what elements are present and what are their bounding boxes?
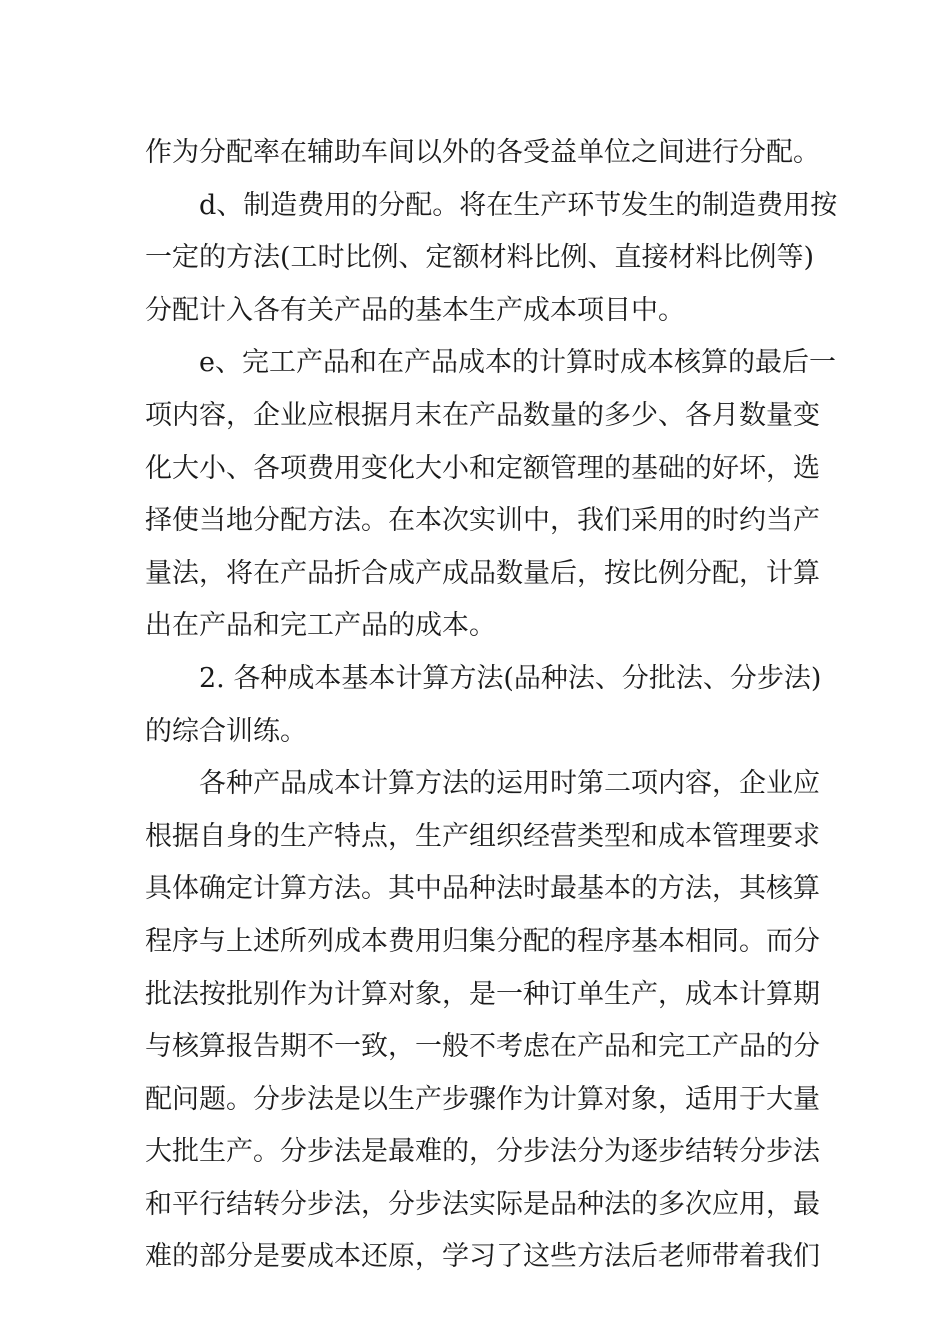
document-body [145, 127, 838, 1284]
text-line: 项内容，企业应根据月末在产品数量的多少、各月数量变 [145, 399, 820, 431]
text-line: 大批生产。分步法是最难的，分步法分为逐步结转分步法 [145, 1136, 820, 1168]
text-line: 2. 各种成本基本计算方法(品种法、分批法、分步法) [199, 662, 822, 694]
text-line: 根据自身的生产特点，生产组织经营类型和成本管理要求 [145, 820, 820, 852]
text-line: 出在产品和完工产品的成本。 [145, 610, 496, 642]
text-line: 作为分配率在辅助车间以外的各受益单位之间进行分配。 [145, 137, 820, 168]
text-line: 各种产品成本计算方法的运用时第二项内容，企业应 [199, 768, 820, 800]
text-line: 一定的方法(工时比例、定额材料比例、直接材料比例等) [145, 242, 815, 274]
text-line: 择使当地分配方法。在本次实训中，我们采用的时约当产 [145, 505, 820, 537]
text-line: 与核算报告期不一致，一般不考虑在产品和完工产品的分 [145, 1031, 820, 1063]
text-line: 具体确定计算方法。其中品种法时最基本的方法，其核算 [145, 873, 820, 905]
text-line: 的综合训练。 [145, 715, 307, 747]
text-line: 难的部分是要成本还原，学习了这些方法后老师带着我们 [145, 1241, 820, 1273]
text-line: 化大小、各项费用变化大小和定额管理的基础的好坏，选 [145, 452, 820, 484]
text-line: 量法，将在产品折合成产成品数量后，按比例分配，计算 [145, 557, 820, 589]
text-line: 分配计入各有关产品的基本生产成本项目中。 [145, 294, 685, 326]
text-line: 批法按批别作为计算对象，是一种订单生产，成本计算期 [145, 978, 820, 1010]
text-line: 和平行结转分步法，分步法实际是品种法的多次应用，最 [145, 1188, 820, 1220]
text-line: 程序与上述所列成本费用归集分配的程序基本相同。而分 [145, 925, 820, 957]
text-line: 配问题。分步法是以生产步骤作为计算对象，适用于大量 [145, 1083, 820, 1115]
text-line: d、制造费用的分配。将在生产环节发生的制造费用按 [199, 189, 838, 221]
text-line: e、完工产品和在产品成本的计算时成本核算的最后一 [199, 347, 836, 379]
